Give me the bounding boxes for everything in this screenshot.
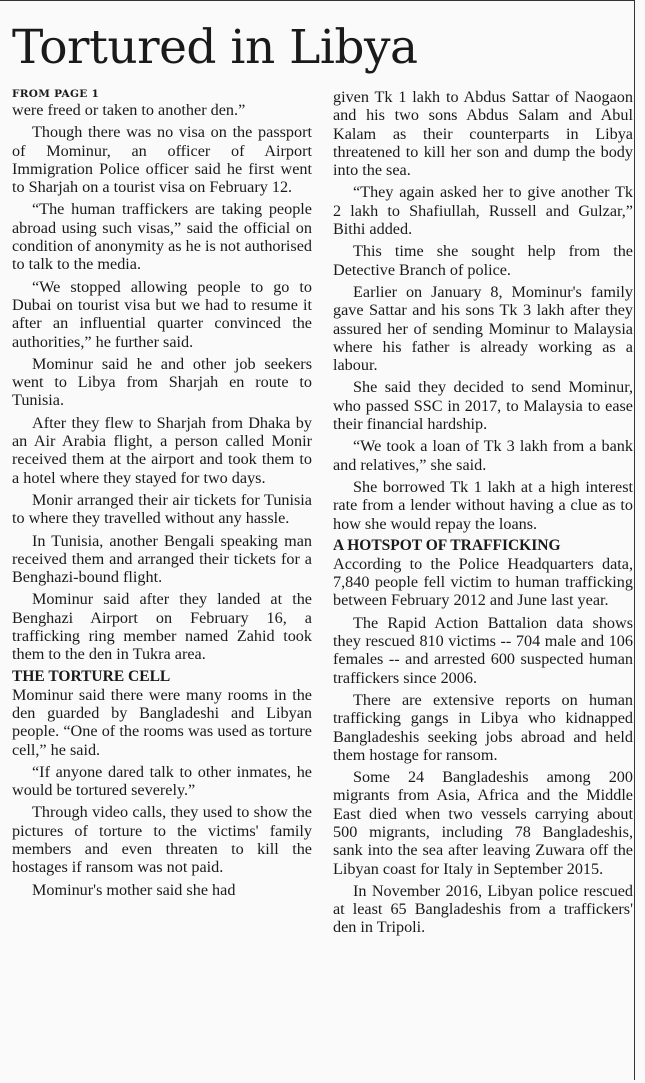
paragraph: “The human traffickers are taking people abroad using such visas,” said the official on condition of anonymity as he is not authorised to talk to the media.	[12, 200, 312, 274]
paragraph: “We stopped allowing people to go to Dubai on tourist visa but we had to resume it after an influential quarter convinced the authorities,” he further said.	[12, 277, 312, 351]
paragraph: “We took a loan of Tk 3 lakh from a bank and relatives,” she said.	[333, 437, 633, 474]
paragraph: The Rapid Action Battalion data shows they rescued 810 victims -- 704 male and 106 females -- and arrested 600 suspected human traffickers since 2006.	[333, 613, 633, 687]
paragraph: Though there was no visa on the passport of Mominur, an officer of Airport Immigration Police officer said he first went to Sharjah on a tourist visa on February 12.	[12, 123, 312, 197]
headline: Tortured in Libya	[12, 20, 418, 75]
paragraph: Mominur's mother said she had	[32, 880, 236, 899]
paragraph: Mominur said he and other job seekers went to Libya from Sharjah en route to Tunisia.	[12, 354, 312, 410]
paragraph: Mominur said there were many rooms in the den guarded by Bangladeshi and Libyan people. “One of the rooms was used as torture cell,” he said.	[12, 685, 312, 759]
paragraph: In Tunisia, another Bengali speaking man received them and arranged their tickets for a Benghazi-bound flight.	[12, 531, 312, 587]
paragraph: “They again asked her to give another Tk 2 lakh to Shafiullah, Russell and Gulzar,” Bithi added.	[333, 183, 633, 239]
paragraph: In November 2016, Libyan police rescued at least 65 Bangladeshis from a traffickers' den in Tripoli.	[333, 881, 633, 937]
paragraph: This time she sought help from the Detective Branch of police.	[333, 242, 633, 279]
subhead-hotspot: A HOTSPOT OF TRAFFICKING	[333, 536, 561, 554]
hotspot-paragraphs	[333, 555, 633, 937]
paragraph: Monir arranged their air tickets for Tunisia to where they travelled without any hassle.	[12, 490, 312, 528]
left-paragraphs	[12, 101, 312, 664]
paragraph: She borrowed Tk 1 lakh at a high interest rate from a lender without having a clue as to how she would repay the loans.	[333, 477, 633, 533]
torture-paragraphs	[12, 686, 312, 899]
paragraph: “If anyone dared talk to other inmates, he would be tortured severely.”	[12, 762, 312, 800]
paragraph: Some 24 Bangladeshis among 200 migrants from Asia, Africa and the Middle East died when two vessels carrying about 500 migrants, including 78 Bangladeshis, sank into the sea after leaving Zuwara off the Libyan coast for Italy in September 2015.	[333, 768, 633, 878]
paragraph: There are extensive reports on human trafficking gangs in Libya who kidnapped Bangladeshis seeking jobs abroad and held them hostage for ransom.	[333, 690, 633, 764]
continuation-kicker: FROM PAGE 1	[12, 88, 100, 100]
paragraph: According to the Police Headquarters data, 7,840 people fell victim to human trafficking between February 2012 and June last year.	[333, 554, 633, 610]
subhead-torture-cell: THE TORTURE CELL	[12, 667, 171, 685]
paragraph: After they flew to Sharjah from Dhaka by an Air Arabia flight, a person called Monir received them at the airport and took them to a hotel where they stayed for two days.	[12, 413, 312, 487]
right-column	[333, 88, 633, 941]
paragraph: were freed or taken to another den.”	[12, 101, 246, 119]
right-paragraphs	[333, 88, 633, 533]
paragraph: Through video calls, they used to show the pictures of torture to the victims' family members and even threaten to kill the hostages if ransom was not paid.	[12, 803, 312, 877]
left-column	[12, 87, 312, 903]
paragraph: given Tk 1 lakh to Abdus Sattar of Naogaon and his two sons Abdus Salam and Abul Kalam as their counterparts in Libya threatened to kill her son and dump the body into the sea.	[333, 88, 633, 180]
paragraph: She said they decided to send Mominur, who passed SSC in 2017, to Malaysia to ease their financial hardship.	[333, 378, 633, 434]
paragraph: Earlier on January 8, Mominur's family gave Sattar and his sons Tk 3 lakh after they assured her of sending Mominur to Malaysia where his father is already working as a labour.	[333, 282, 633, 375]
paragraph: Mominur said after they landed at the Benghazi Airport on February 16, a trafficking ring member named Zahid took them to the den in Tukra area.	[12, 590, 312, 664]
